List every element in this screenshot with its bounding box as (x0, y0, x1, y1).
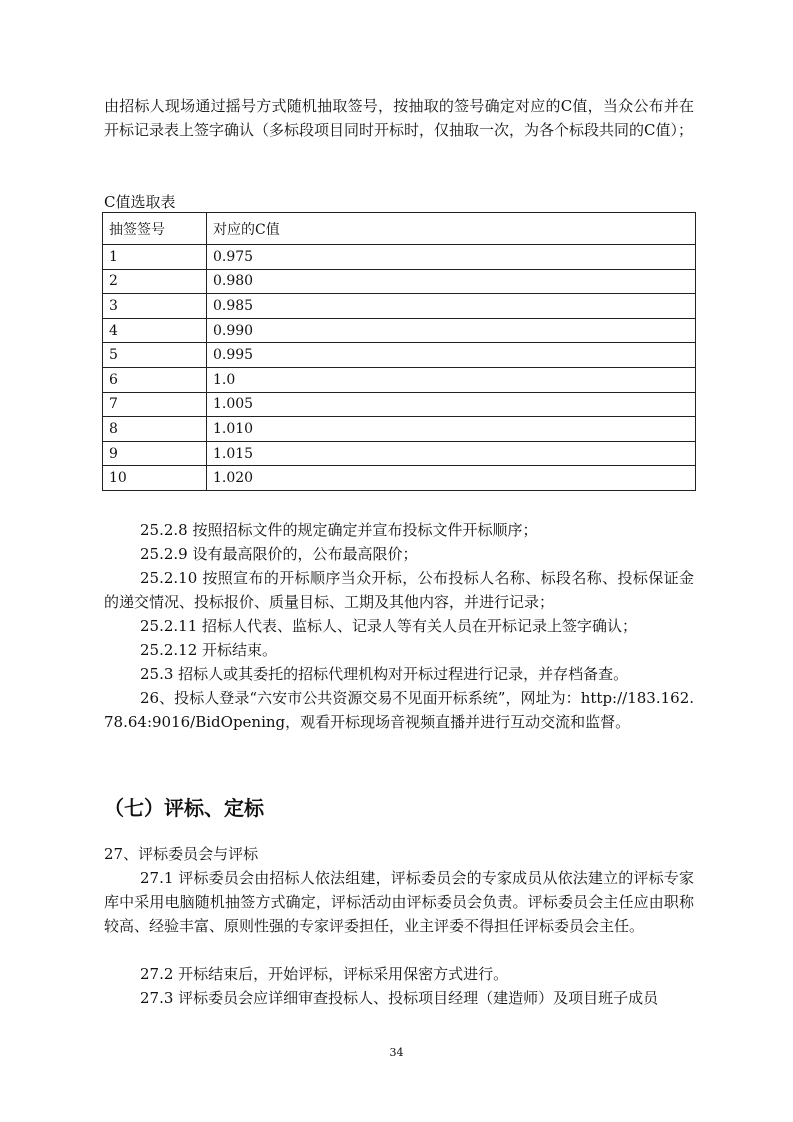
paragraph-27-3: 27.3 评标委员会应详细审查投标人、投标项目经理（建造师）及项目班子成员 (140, 989, 659, 1007)
intro-paragraph: 由招标人现场通过摇号方式随机抽取签号，按抽取的签号确定对应的C值，当众公布并在开标记录表上签字确认（多标段项目同时开标时，仅抽取一次，为各个标段共同的C值）； (104, 97, 694, 139)
page-number: 34 (389, 1046, 404, 1059)
table-header-row (103, 213, 696, 245)
table-caption: C值选取表 (104, 193, 176, 211)
c-value-cell: 0.995 (207, 343, 696, 368)
draw-number-cell: 5 (103, 343, 207, 368)
draw-number-cell: 10 (103, 466, 207, 491)
item-25-2-8: 25.2.8 按照招标文件的规定确定并宣布投标文件开标顺序； (140, 521, 538, 539)
header-draw-number: 抽签签号 (103, 213, 207, 245)
table-row (103, 294, 696, 319)
c-value-cell: 0.990 (207, 318, 696, 343)
paragraph-27-2: 27.2 开标结束后，开始评标，评标采用保密方式进行。 (140, 965, 509, 983)
paragraph-27-1: 27.1 评标委员会由招标人依法组建，评标委员会的专家成员从依法建立的评标专家库中采用电脑随机抽签方式确定，评标活动由评标委员会负责。评标委员会主任应由职称较高、经验丰富、原则性强的专家评委担任，业主评委不得担任评标委员会主任。 (104, 869, 694, 935)
table-row (103, 417, 696, 442)
sub-heading: 27、评标委员会与评标 (104, 845, 259, 863)
c-value-table (102, 212, 696, 491)
table-row (103, 245, 696, 270)
table-row (103, 466, 696, 491)
table-row (103, 392, 696, 417)
section-heading: （七）评标、定标 (104, 796, 264, 820)
item-25-2-9: 25.2.9 设有最高限价的，公布最高限价； (140, 545, 418, 563)
c-value-cell: 0.975 (207, 245, 696, 270)
item-25-2-12: 25.2.12 开标结束。 (140, 641, 278, 659)
draw-number-cell: 6 (103, 367, 207, 392)
draw-number-cell: 9 (103, 441, 207, 466)
table-row (103, 441, 696, 466)
c-value-cell: 0.980 (207, 269, 696, 294)
draw-number-cell: 7 (103, 392, 207, 417)
table-row (103, 343, 696, 368)
draw-number-cell: 1 (103, 245, 207, 270)
item-26: 26、投标人登录“六安市公共资源交易不见面开标系统”，网址为：http://183.162.78.64:9016/BidOpening，观看开标现场音视频直播并进行互动交流和监督。 (104, 689, 694, 731)
draw-number-cell: 4 (103, 318, 207, 343)
item-25-3: 25.3 招标人或其委托的招标代理机构对开标过程进行记录，并存档备查。 (140, 665, 629, 683)
item-25-2-11: 25.2.11 招标人代表、监标人、记录人等有关人员在开标记录上签字确认； (140, 617, 638, 635)
c-value-cell: 0.985 (207, 294, 696, 319)
header-c-value: 对应的C值 (207, 213, 696, 245)
table-row (103, 318, 696, 343)
c-value-cell: 1.020 (207, 466, 696, 491)
c-value-cell: 1.015 (207, 441, 696, 466)
c-value-cell: 1.010 (207, 417, 696, 442)
c-value-cell: 1.005 (207, 392, 696, 417)
c-value-cell: 1.0 (207, 367, 696, 392)
item-25-2-10: 25.2.10 按照宣布的开标顺序当众开标，公布投标人名称、标段名称、投标保证金的递交情况、投标报价、质量目标、工期及其他内容，并进行记录； (104, 569, 694, 611)
table-row (103, 367, 696, 392)
draw-number-cell: 2 (103, 269, 207, 294)
table-row (103, 269, 696, 294)
draw-number-cell: 8 (103, 417, 207, 442)
draw-number-cell: 3 (103, 294, 207, 319)
